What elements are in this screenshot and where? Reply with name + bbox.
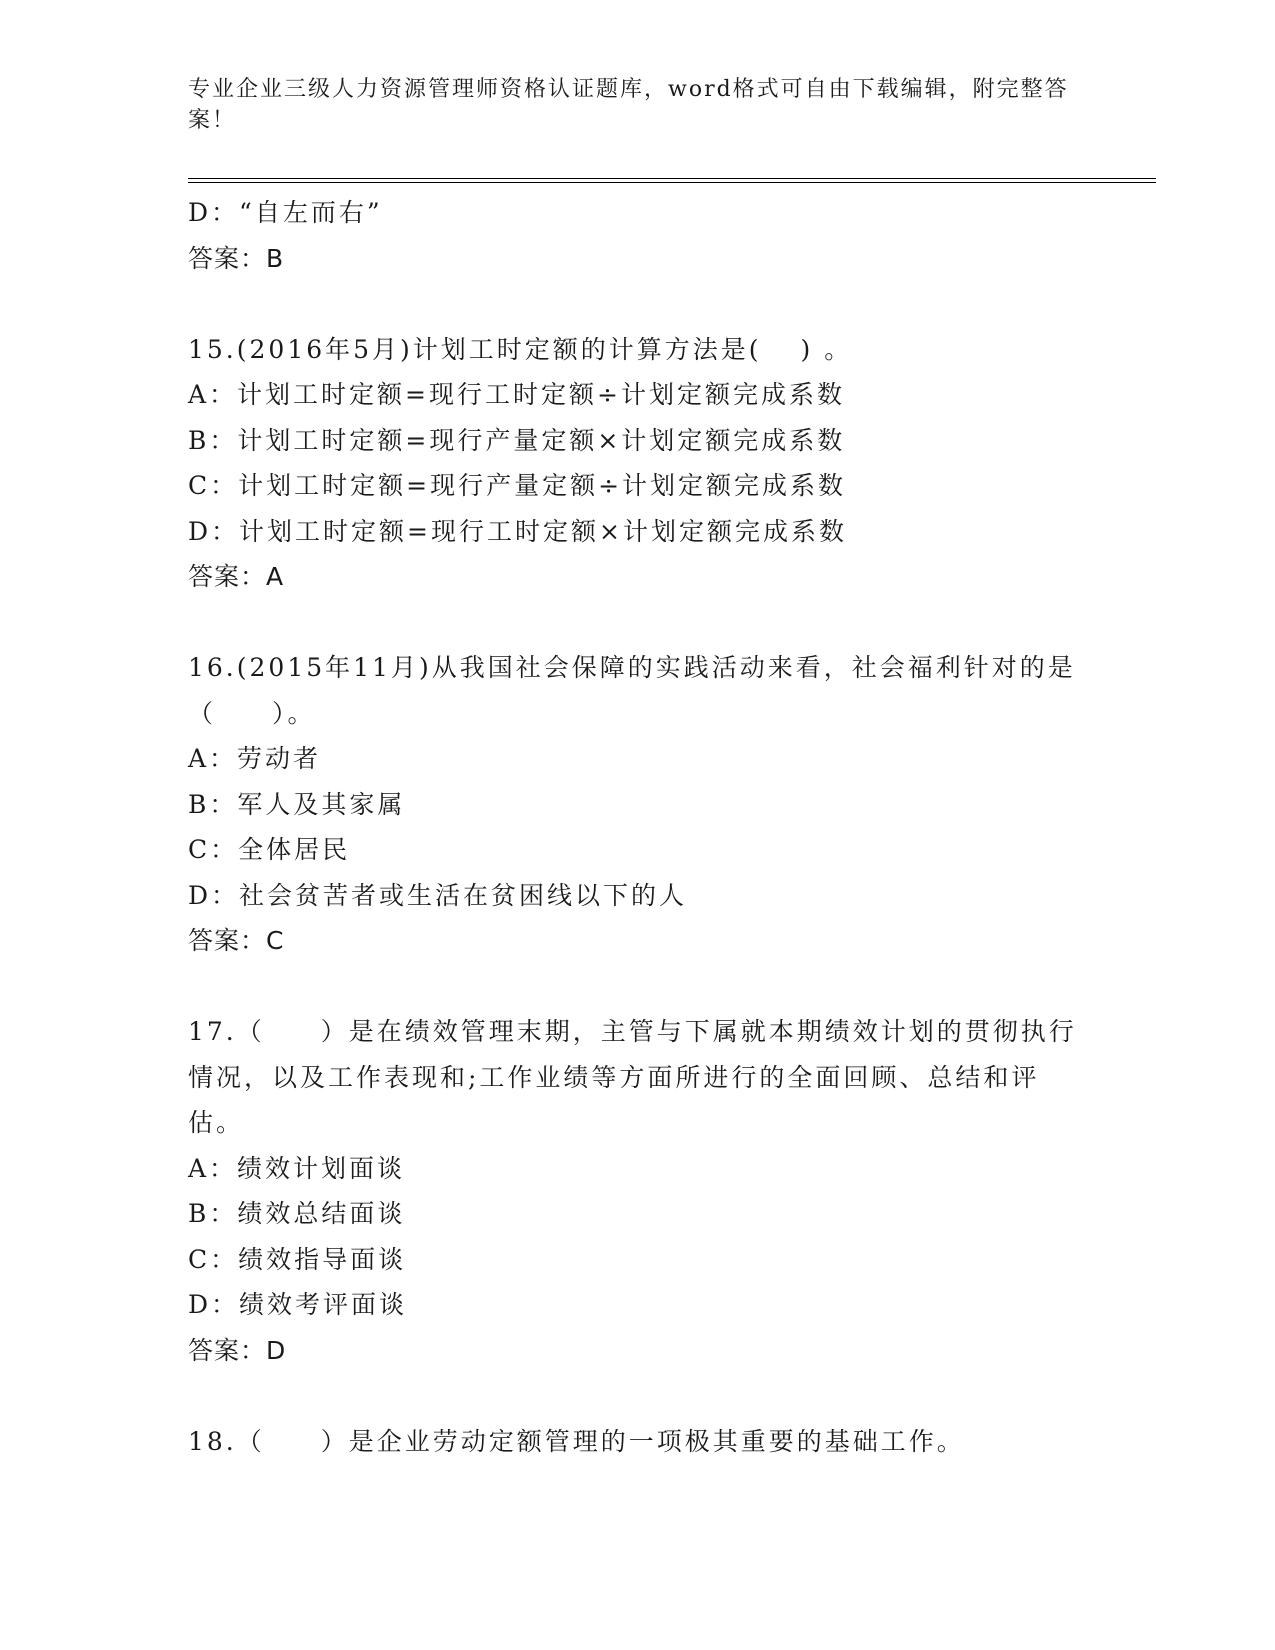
option-a: A：绩效计划面谈 (188, 1153, 406, 1183)
spacer (188, 281, 1088, 327)
spacer (188, 964, 1088, 1010)
option-a: A：计划工时定额=现行工时定额÷计划定额完成系数 (188, 380, 845, 409)
option-c: C：全体居民 (188, 835, 351, 864)
option-d: D：社会贫苦者或生活在贫困线以下的人 (188, 880, 688, 910)
question-17 (188, 1009, 1088, 1373)
header-divider (188, 178, 1156, 183)
option-c: C：计划工时定额=现行产量定额÷计划定额完成系数 (188, 471, 847, 500)
answer: 答案：C (188, 926, 285, 955)
option-a: A：劳动者 (188, 744, 322, 773)
question-list (188, 190, 1088, 1464)
question-stem: 16.(2015年11月)从我国社会保障的实践活动来看，社会福利针对的是（ ）。 (188, 653, 1076, 728)
option-c: C：绩效指导面谈 (188, 1244, 407, 1274)
prev-question-option-d: D：“自左而右” (188, 198, 383, 227)
answer: 答案：D (188, 1335, 287, 1365)
question-stem: 18.（ ）是企业劳动定额管理的一项极其重要的基础工作。 (188, 1426, 965, 1456)
question-stem: 15.(2016年5月)计划工时定额的计算方法是( ) 。 (188, 334, 853, 364)
option-d: D：绩效考评面谈 (188, 1290, 408, 1319)
option-b: B：军人及其家属 (188, 789, 406, 819)
question-15 (188, 327, 1088, 600)
spacer (188, 1373, 1088, 1419)
option-d: D：计划工时定额=现行工时定额×计划定额完成系数 (188, 516, 847, 546)
answer: 答案：A (188, 562, 285, 591)
option-b: B：绩效总结面谈 (188, 1199, 406, 1228)
question-18 (188, 1419, 1088, 1465)
page-header: 专业企业三级人力资源管理师资格认证题库，word格式可自由下载编辑，附完整答案！ (188, 77, 1069, 133)
question-stem: 17.（ ）是在绩效管理末期，主管与下属就本期绩效计划的贯彻执行情况，以及工作表现和;工作业绩等方面所进行的全面回顾、总结和评估。 (188, 1017, 1077, 1137)
question-16 (188, 645, 1088, 964)
prev-question-answer: 答案：B (188, 243, 285, 273)
spacer (188, 600, 1088, 646)
option-b: B：计划工时定额=现行产量定额×计划定额完成系数 (188, 425, 846, 455)
